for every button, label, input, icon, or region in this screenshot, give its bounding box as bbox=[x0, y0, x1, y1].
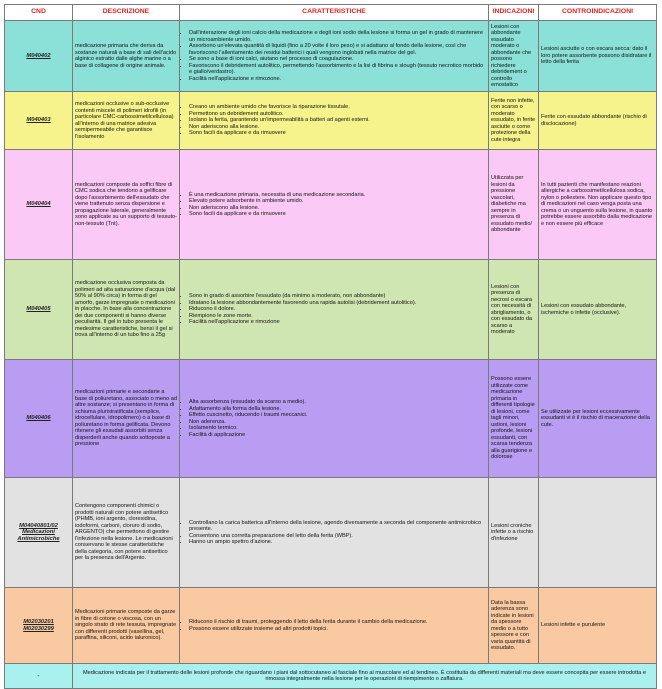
footer-row bbox=[5, 664, 657, 689]
caratteristica-item: • Dall'interazione degli ioni calcio della medicazione e degli ioni sodio della lesione si forma un gel in grado di mantenere un microambiente umido. bbox=[189, 30, 486, 43]
cell-controindicazioni: Se utilizzate per lesioni eccessivamente essudanti vi è il rischio di macerazione della cute. bbox=[539, 360, 657, 478]
cell-indicazioni: Ferite non infette, con scarso o moderato essudato, in ferite asciutte o come protezione della cute integra bbox=[489, 92, 539, 150]
cell-indicazioni: Data la bassa aderenza sono indicate in lesioni da spessore medio o a tutto spessore e con varia quantità di essudato. bbox=[489, 588, 539, 664]
caratteristiche-list bbox=[182, 104, 486, 137]
caratteristica-item: • Assorbono un'elevata quantità di liquidi (fino a 20 volte il loro peso) e si adattano al fondo della lesione, così che favoriscono l'allentamento dei residui batterici i quali vengono inglobati nella matrice del gel. bbox=[189, 43, 486, 56]
table-body bbox=[5, 21, 657, 664]
document-sheet bbox=[4, 4, 656, 689]
cell-controindicazioni: Lesioni infette e purulente bbox=[539, 588, 657, 664]
caratteristica-item: • Idratano la lesione abbondantemente favorendo una rapida autolisi (debridement autolitico). bbox=[189, 300, 486, 307]
caratteristica-item: • Sono facili da applicare e da rimuovere bbox=[189, 211, 486, 218]
header-descrizione: DESCRIZIONE bbox=[73, 5, 180, 21]
caratteristica-item: • Sono facili da applicare e da rimuovere bbox=[189, 130, 486, 137]
cell-indicazioni: Lesioni con abbondante essudato moderato o abbondante che possono richiedere debridement o controllo emostatico bbox=[489, 21, 539, 92]
cell-descrizione: medicazioni occlusive o sub-occlusive contenti miscele di polimeri idrofili (in particolare CMC-carbossimetilcellulosa) all'interno di una matrice adesiva semipermeabile che garantisce l'isolamento bbox=[73, 92, 180, 150]
caratteristica-item: • Riducono il dolore. bbox=[189, 306, 486, 313]
cell-indicazioni: Possono essere utilizzate come medicazione primaria in differenti tipologie di lesioni, come tagli minori, ustioni, lesioni profonde, lesioni essudanti, con scarsa tendenza alla guarigione e dolorose bbox=[489, 360, 539, 478]
cell-cnd bbox=[5, 92, 73, 150]
cell-cnd bbox=[5, 150, 73, 260]
caratteristica-item: • Facilità nell'applicazione e rimozione. bbox=[189, 76, 486, 83]
caratteristiche-list bbox=[182, 619, 486, 632]
cell-cnd bbox=[5, 478, 73, 588]
cnd-code: M040405 bbox=[26, 306, 51, 313]
caratteristica-item: • Isolano la ferita, garantendo un'impermeabilità a batteri ad agenti esterni. bbox=[189, 117, 486, 124]
cell-descrizione: Contengono componenti chimici o prodotti naturali con potere antisettico (PHMB, ioni argento, clorexidina, iodoformi, carboni, cloruro di sodio, ARGENTO) che permettono di gestire l'infezione nella lesione. Le medicazioni conservano le stesse caratteristiche della categoria, con potere antisettico per la presenza dell'Argento. bbox=[73, 478, 180, 588]
medications-table bbox=[4, 4, 657, 689]
caratteristica-item: • Non aderiscono alla lesione. bbox=[189, 124, 486, 131]
cell-caratteristiche bbox=[180, 360, 489, 478]
cell-caratteristiche bbox=[180, 260, 489, 360]
cell-indicazioni: Utilizzata per lesioni da pressione vascolari, diabetiche ma sempre in presenza di essudato medio/ abbondante bbox=[489, 150, 539, 260]
caratteristiche-list bbox=[182, 520, 486, 546]
cell-caratteristiche bbox=[180, 588, 489, 664]
caratteristica-item: • Creano un ambiente umido che favorisce la riparazione tissutale. bbox=[189, 104, 486, 111]
caratteristica-item: • Alta assorbenza (essudato da scarso a medio). bbox=[189, 399, 486, 406]
cell-indicazioni: Lesioni con presenza di necrosi o escara con necessità di sbrigliamento, o con essudato da scarso a moderato bbox=[489, 260, 539, 360]
caratteristica-item: • Facilità nell'applicazione e rimozione bbox=[189, 319, 486, 326]
cell-controindicazioni: Lesioni asciutte o con escara secca: dato il loro potere assorbente possono disidratare il letto della ferita bbox=[539, 21, 657, 92]
caratteristica-item: • Se sono a base di ioni calci, aiutano nel processo di coagulazione. bbox=[189, 56, 486, 63]
cnd-code: M04040801/02 bbox=[19, 522, 58, 529]
cell-controindicazioni: Lesioni con essudato abbondante, ischemiche o infette (occlusive). bbox=[539, 260, 657, 360]
table-row bbox=[5, 588, 657, 664]
caratteristica-item: • Isolamento termico. bbox=[189, 425, 486, 432]
cnd-code: M040402 bbox=[26, 52, 51, 59]
cell-caratteristiche bbox=[180, 150, 489, 260]
cell-descrizione: medicazione occlusiva composta da polimeri ad alta saturazione d'acqua (dal 50% al 90% circa) in forma di gel amorfo, garze impregnate o medicazioni in placche. In base alla concentrazione dei due componenti si hanno diverse peculiarità. Il gel in tubo presenta le medesime caratteristiche, bensì il gel si trova all'interno di un tubo fino a 25g bbox=[73, 260, 180, 360]
caratteristica-item: • Riempiono le zone morte. bbox=[189, 313, 486, 320]
cell-caratteristiche bbox=[180, 21, 489, 92]
caratteristica-item: • Favoriscono il debridement autolitico, permettendo l'assorbimento e la lisi di fibrina e slough (tessuto necrotico morbido e giallo/verdastro). bbox=[189, 63, 486, 76]
caratteristica-item: • È una medicazione primaria, necessita di una medicazione secondaria. bbox=[189, 192, 486, 199]
caratteristica-item: • Adattamento alla forma della lesione. bbox=[189, 406, 486, 413]
caratteristica-item: • Non aderenza. bbox=[189, 419, 486, 426]
cnd-code: M040406 bbox=[26, 415, 51, 422]
cnd-code: M040404 bbox=[26, 201, 51, 208]
caratteristiche-list bbox=[182, 293, 486, 326]
cnd-code: M040403 bbox=[26, 117, 51, 124]
cnd-code: Antimicrobiche bbox=[17, 535, 60, 542]
caratteristica-item: • Controllano la carica batterica all'interno della lesione, agendo diversamente a seconda del componente antimicrobico presente. bbox=[189, 520, 486, 533]
cell-caratteristiche bbox=[180, 478, 489, 588]
footer-cnd: - bbox=[5, 664, 73, 689]
table-row bbox=[5, 21, 657, 92]
cell-cnd bbox=[5, 260, 73, 360]
header-controindicazioni: CONTROINDICAZIONI bbox=[539, 5, 657, 21]
cell-descrizione: medicazioni primarie e secondarie a base di poliuretano, associato o meno ad altre sostanze; si presentano in forma di schiuma pluristratificata (semplice, idrocellulare, idropolimero) o a base di poliuretano in forma gelificata. Devono ritenere gli essudati assorbiti senza disperderli anche quando sottoposte a pressione bbox=[73, 360, 180, 478]
caratteristica-item: • Non aderiscono alla lesione. bbox=[189, 205, 486, 212]
cnd-code: M02030299 bbox=[23, 625, 54, 632]
caratteristica-item: • Facilità di applicazione bbox=[189, 432, 486, 439]
table-row bbox=[5, 360, 657, 478]
cell-controindicazioni: In tutti pazienti che manifestano reazioni allergiche a carbossimetilcellulosa sodica, nylon o poliestere. Non applicare questo tipo di medicazioni nel caso venga posta una crema o un unguento sulla lesione, in quanto potrebbe essere assorbito dalla medicazione e non essere più efficace bbox=[539, 150, 657, 260]
caratteristica-item: • Elevato potere adsorbente in ambiente umido. bbox=[189, 198, 486, 205]
cnd-code: M02030201 bbox=[23, 619, 54, 625]
cnd-code: Medicazioni bbox=[22, 529, 55, 536]
caratteristiche-list bbox=[182, 192, 486, 218]
cell-descrizione: medicazione primaria che deriva da sostanze naturali a base di sali dell'acido alginico estratto dalle alghe marine o a base di collagene di origine animale. bbox=[73, 21, 180, 92]
header-caratteristiche: CARATTERISTICHE bbox=[180, 5, 489, 21]
table-header-row bbox=[5, 5, 657, 21]
caratteristica-item: • Consentono una corretta preparazione del letto della ferita (WBP). bbox=[189, 533, 486, 540]
table-row bbox=[5, 150, 657, 260]
caratteristica-item: • Possono essere utilizzate insieme ad altri prodotti topici. bbox=[189, 626, 486, 633]
caratteristica-item: • Hanno un ampio spettro d'azione. bbox=[189, 539, 486, 546]
header-cnd: CND bbox=[5, 5, 73, 21]
table-row bbox=[5, 260, 657, 360]
cell-indicazioni: Lesioni croniche infette o a rischio d'infezione bbox=[489, 478, 539, 588]
cell-cnd bbox=[5, 360, 73, 478]
cell-controindicazioni bbox=[539, 478, 657, 588]
cell-descrizione: Medicazioni primarie composte da garze in fibre di cotone o viscosa, con un singolo strato di rete tessuta, impregnate con differenti prodotti (vasellina, gel, paraffina, siliconi, acido ialuronico). bbox=[73, 588, 180, 664]
cell-caratteristiche bbox=[180, 92, 489, 150]
cell-descrizione: medicazioni composte da soffici fibre di CMC sodica che tendono a gelificare dopo l'assorbimento dell'essudato che viene trattenuto senza dispersione e propagazione laterale, generalmente sono applicate su un supporto di tessuto-non-tessuto (Tnt). bbox=[73, 150, 180, 260]
caratteristiche-list bbox=[182, 30, 486, 82]
cell-cnd bbox=[5, 588, 73, 664]
caratteristica-item: • Sono in grado di assorbire l'essudato (da minimo a moderato, non abbondante) bbox=[189, 293, 486, 300]
caratteristica-item: • Effetto cuscinetto, riducendo i traumi meccanici. bbox=[189, 412, 486, 419]
cell-cnd bbox=[5, 21, 73, 92]
footer-note: Medicazione indicata per il trattamento delle lesioni profonde che riguardano i piani dal sottocutaneo al fasciale fino al muscolare ed al tendineo. È costituita da differenti materiali ma deve essere concepita per essere introdotta e rimossa integralmente nella lesione per le operazioni di riempimento o zaffatura. bbox=[73, 664, 657, 689]
table-row bbox=[5, 92, 657, 150]
caratteristica-item: • Riducono il rischio di traumi, proteggendo il letto della ferita durante il cambio della medicazione. bbox=[189, 619, 486, 626]
cell-controindicazioni: Ferite con essudato abbondante (rischio di disclocazione) bbox=[539, 92, 657, 150]
caratteristica-item: • Permettono un debridement autolitico. bbox=[189, 111, 486, 118]
header-indicazioni: INDICAZIONI bbox=[489, 5, 539, 21]
table-row bbox=[5, 478, 657, 588]
caratteristiche-list bbox=[182, 399, 486, 438]
